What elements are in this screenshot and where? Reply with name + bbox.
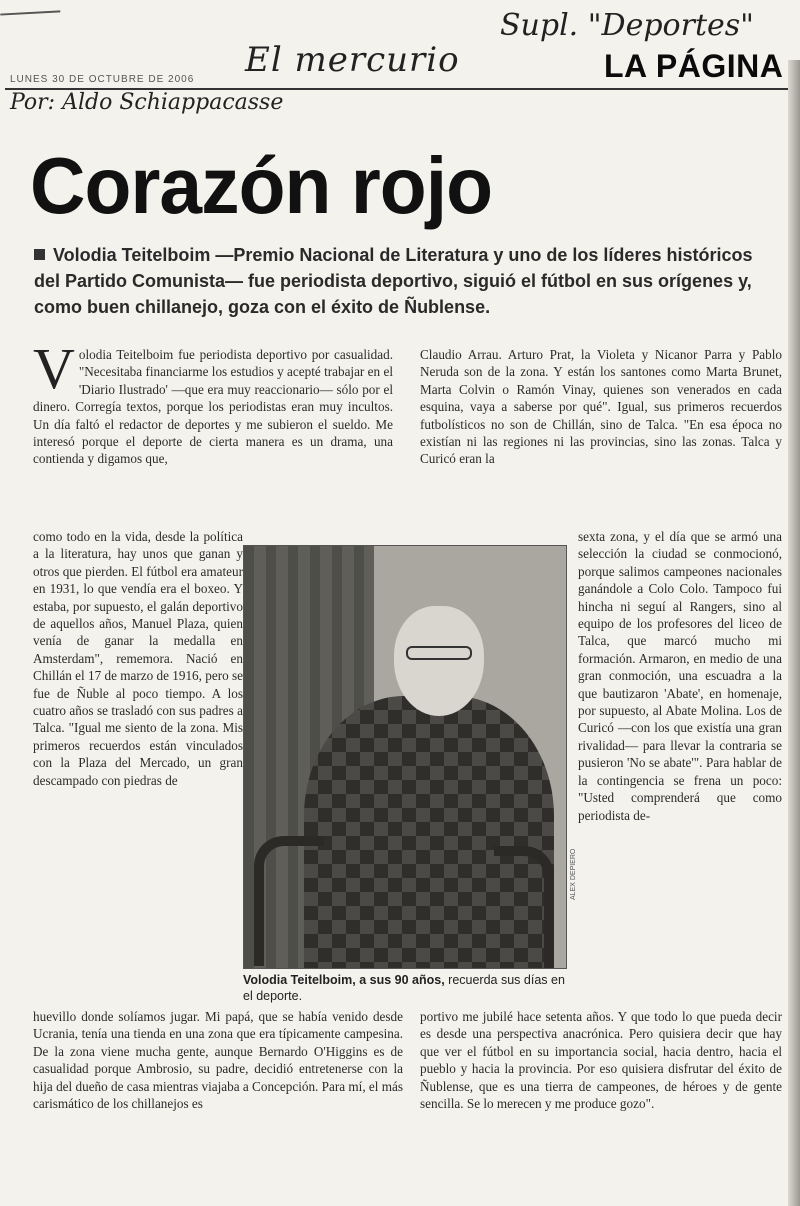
glasses-icon [406,646,472,660]
column-2-bottom-text: portivo me jubilé hace setenta años. Y que todo lo que pueda decir es desde una perspectiva anacrónica. Pero quisiera decir que hay que ver el fútbol en su importancia social, hacia dentro, hacia el pueblo y hacia la provincia. Por eso quisiera disfrutar del éxito de Ñublense, que es una tierra de campeones, de héroes y de gente sencilla. Se lo merecen y me produce gozo". [420,1009,782,1112]
issue-date: LUNES 30 DE OCTUBRE DE 2006 [10,74,195,85]
column-2-narrow-text: sexta zona, y el día que se armó una selección la ciudad se conmocionó, porque salimos campeones nacionales ganándole a Colo Colo. Tampoco fui hincha ni seguí al Rangers, sino al equipo de los profesores del liceo de Talca, que marcó mucho mi formación. Armaron, en medio de una gran conmoción, una escuadra a la que bautizaron 'Abate', en homenaje, por supuesto, al Abate Molina. Los de Curicó —con los que existía una gran rivalidad— para llevar la contraria se pusieron 'No se abate'". Para hablar de la contingencia se frena un poco: "Usted comprenderá que como periodista de- [578,529,782,823]
headline: Corazón rojo [30,141,493,230]
photo-caption-rest: recuerda sus días en el deporte. [243,973,565,1003]
photo-caption [243,972,573,1004]
column-1-bottom-text: huevillo donde solíamos jugar. Mi papá, que se había venido desde Ucrania, tenía una tienda en una zona que era típicamente campesina. De la zona viene mucha gente, aunque Bernardo O'Higgins es de casualidad porque Ambrosio, su padre, decidió entretenerse con la hija del dueño de casa mientras viajaba a Concepción. Para mí, el más carismático de los chillanejos es [33,1009,403,1112]
section-title: LA PÁGINA [604,48,784,84]
drop-cap: V [33,336,75,401]
column-2-top-text: Claudio Arrau. Arturo Prat, la Violeta y Nicanor Parra y Pablo Neruda son de la zona. Y están los santones como Marta Brunet, Marta Colvin o Ramón Vinay, quienes son venerados en cada esquina, vaya a saberse por qué". Igual, sus primeros recuerdos futbolísticos no son de Chillán, sino de Talca. "En esa época no existían ni las regiones ni las provincias, sino las zonas. Talca y Curicó eran la [420,347,782,467]
handwritten-source-note: El mercurio [245,40,460,80]
column-2-narrow [578,528,782,824]
photo-credit: ALEX DEPIERO [570,848,577,900]
column-1-narrow-text: como todo en la vida, desde la política a la literatura, hay unos que ganan y otros que pierden. El fútbol era amateur en 1931, lo que vendía era el boxeo. Y estaba, por supuesto, el galán deportivo de aquellos años, Manuel Plaza, quien venía de ganar la medalla en Amsterdam", rememora. Nació en Chillán el 17 de marzo de 1916, pero se fue de Ñuble al poco tiempo. A los cuatro años se trasladó con sus padres a Talca. "Igual me siento de la zona. Mis primeros recuerdos están vinculados con la Plaza del Mercado, un gran descampado con piedras de [33,529,243,788]
column-2-top [420,346,782,468]
lede-text: Volodia Teitelboim —Premio Nacional de Literatura y uno de los líderes históricos del Partido Comunista— fue periodista deportivo, siguió el fútbol en sus orígenes y, como buen chillanejo, goza con el éxito de Ñublense. [34,245,753,317]
photo-subject-head [394,606,484,716]
page-edge-shadow [788,60,800,1206]
handwritten-author-note: Por: Aldo Schiappacasse [10,90,284,115]
portrait-photo [243,545,567,969]
column-1-top [33,336,393,468]
column-2-bottom [420,1008,782,1112]
photo-caption-bold: Volodia Teitelboim, a sus 90 años, [243,973,445,987]
column-1-narrow [33,528,243,789]
chair-left [254,836,324,966]
top-scribble [0,0,60,16]
column-1-bottom [33,1008,403,1112]
lede-paragraph [34,242,779,320]
header-rule [5,88,795,90]
handwritten-supplement-note: Supl. "Deportes" [500,8,754,43]
column-1-top-text: olodia Teitelboim fue periodista deportivo por casualidad. "Necesitaba financiarme los estudios y acepté trabajar en el 'Diario Ilustrado' —que era muy reaccionario— sólo por el dinero. Corregía textos, porque los periodistas eran muy incultos. Un día faltó el redactor de deportes y me subieron el sueldo. Me interesó porque el deporte de cierta manera es un drama, una contienda y digamos que, [33,347,393,467]
lede-bullet-icon [34,249,45,260]
chair-right [494,846,554,969]
